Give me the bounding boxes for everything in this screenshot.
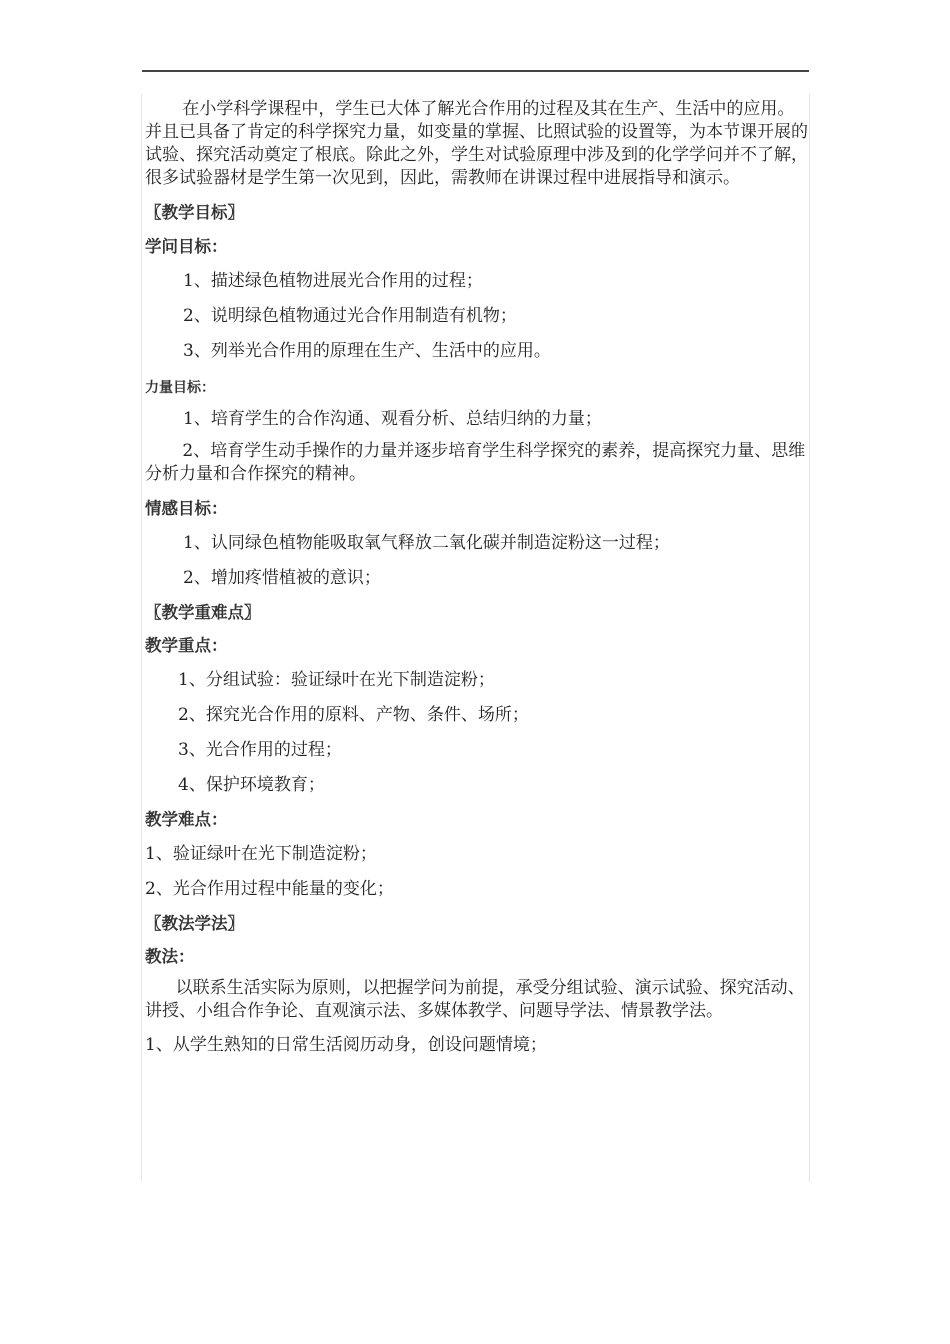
focus-heading: 教学重点： xyxy=(145,636,228,655)
emotion-goal-1: 1、认同绿色植物能吸取氧气释放二氧化碳并制造淀粉这一过程； xyxy=(183,533,670,553)
document-body xyxy=(145,98,811,1057)
difficulty-item-1: 1、验证绿叶在光下制造淀粉； xyxy=(145,844,377,864)
teaching-methods-paragraph: 以联系生活实际为原则，以把握学问为前提，承受分组试验、演示试验、探究活动、讲授、小组合作争论、直观演示法、多媒体教学、问题导学法、情景教学法。 xyxy=(145,978,805,1021)
header-rule xyxy=(142,70,809,72)
emotion-goal-2: 2、增加疼惜植被的意识； xyxy=(183,568,381,588)
methods-heading: 〖教法学法〗 xyxy=(145,914,244,933)
knowledge-goal-3: 3、列举光合作用的原理在生产、生活中的应用。 xyxy=(183,341,551,361)
goals-heading: 〖教学目标〗 xyxy=(145,203,244,222)
ability-goal-2: 2、培育学生动手操作的力量并逐步培育学生科学探究的素养，提高探究力量、思维分析力量和合作探究的精神。 xyxy=(145,441,806,484)
difficulty-item-2: 2、光合作用过程中能量的变化； xyxy=(145,879,394,899)
focus-item-4: 4、保护环境教育； xyxy=(178,775,325,795)
focus-item-1: 1、分组试验：验证绿叶在光下制造淀粉； xyxy=(178,670,495,690)
knowledge-goal-1: 1、描述绿色植物进展光合作用的过程； xyxy=(183,271,483,291)
method-step-1: 1、从学生熟知的日常生活阅历动身，创设问题情境； xyxy=(145,1035,547,1055)
focus-item-3: 3、光合作用的过程； xyxy=(178,740,342,760)
ability-goals-heading: 力量目标： xyxy=(145,380,215,396)
ability-goal-1: 1、培育学生的合作沟通、观看分析、总结归纳的力量； xyxy=(183,409,602,429)
intro-paragraph: 在小学科学课程中，学生已大体了解光合作用的过程及其在生产、生活中的应用。并且已具备了肯定的科学探究力量，如变量的掌握、比照试验的设置等，为本节课开展的试验、探究活动奠定了根底。除此之外，学生对试验原理中涉及到的化学学问并不了解，很多试验器材是学生第一次见到，因此，需教师在讲课过程中进展指导和演示。 xyxy=(145,99,808,188)
emotion-goals-heading: 情感目标： xyxy=(145,499,228,518)
knowledge-goal-2: 2、说明绿色植物通过光合作用制造有机物； xyxy=(183,306,517,326)
key-points-heading: 〖教学重难点〗 xyxy=(145,603,261,622)
difficulty-heading: 教学难点： xyxy=(145,810,228,829)
knowledge-goals-heading: 学问目标： xyxy=(145,237,228,256)
focus-item-2: 2、探究光合作用的原料、产物、条件、场所； xyxy=(178,705,529,725)
teaching-methods-heading: 教法： xyxy=(145,947,195,966)
